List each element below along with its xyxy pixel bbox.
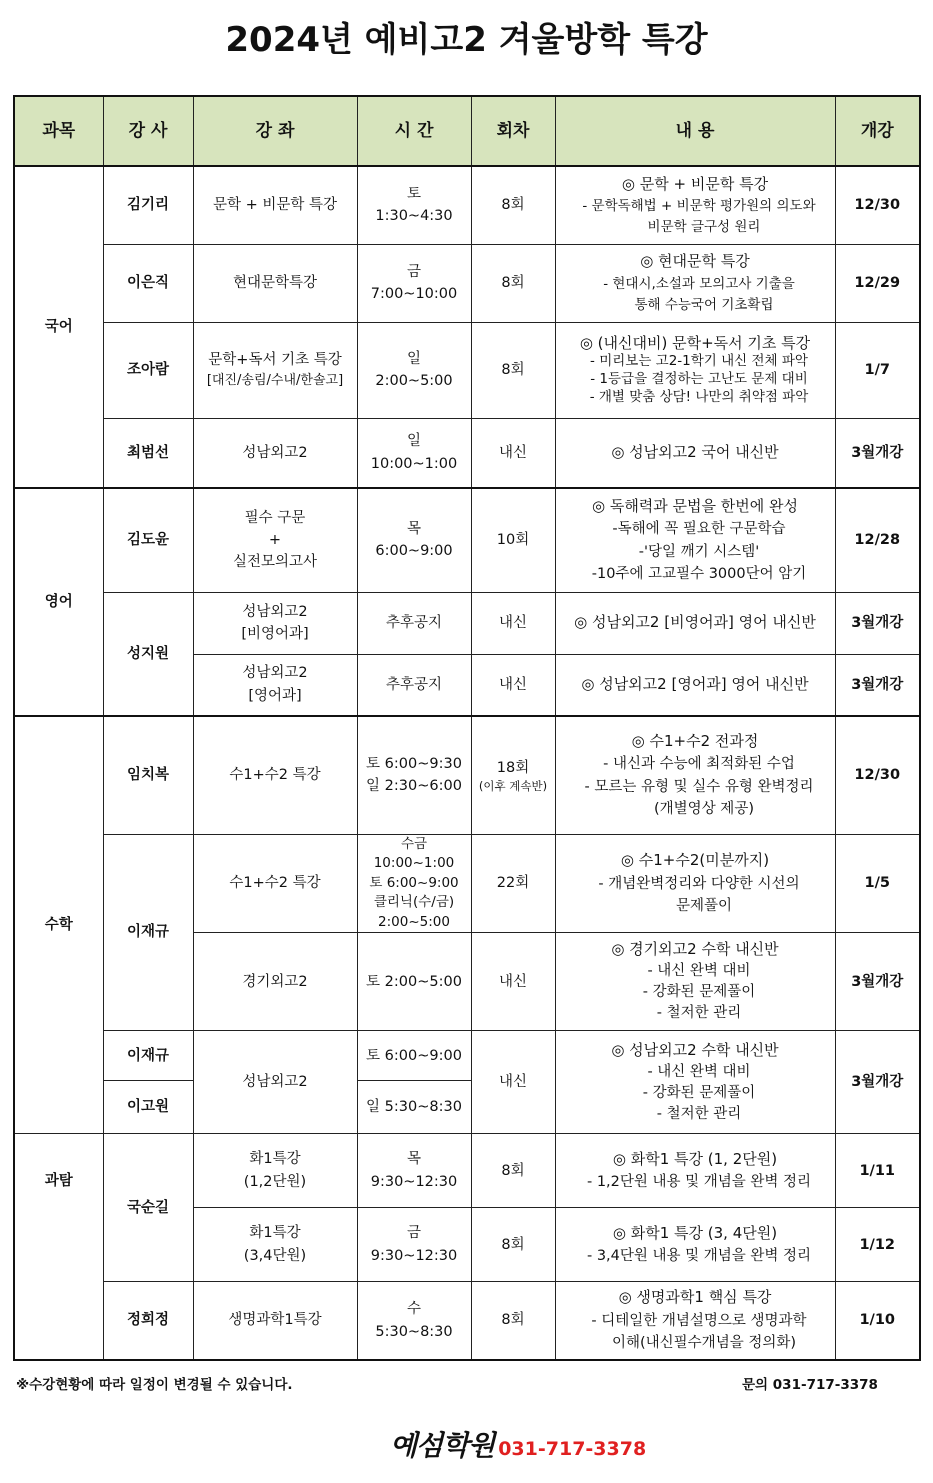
course	[193, 592, 357, 654]
course	[193, 1134, 357, 1208]
count: 8회	[471, 322, 555, 418]
course	[193, 488, 357, 592]
content	[555, 933, 835, 1031]
content	[555, 488, 835, 592]
header-time: 시 간	[357, 96, 471, 166]
count: 내신	[471, 418, 555, 488]
course-line: 화1특강	[249, 1225, 301, 1242]
table-row	[14, 244, 920, 322]
teacher: 정희정	[103, 1282, 193, 1360]
content	[555, 1134, 835, 1208]
content-line: -'당일 깨기 시스템'	[638, 543, 760, 560]
time-day: 금	[406, 263, 421, 280]
header-count: 회차	[471, 96, 555, 166]
academy-logo	[390, 1424, 646, 1464]
table-row	[14, 592, 920, 654]
teacher: 조아람	[103, 322, 193, 418]
content-line: - 1등급을 결정하는 고난도 문제 대비	[590, 370, 808, 387]
table-row	[14, 1282, 920, 1360]
content-line: 통해 수능국어 기초확립	[634, 296, 774, 313]
content-line: - 내신 완벽 대비	[647, 1063, 751, 1080]
content-line: - 개념완벽정리와 다양한 시선의	[598, 875, 800, 892]
count: 22회	[471, 834, 555, 933]
header-content: 내 용	[555, 96, 835, 166]
open-date: 1/5	[835, 834, 920, 933]
course: 현대문학특강	[193, 244, 357, 322]
content-line: - 미리보는 고2-1학기 내신 전체 파악	[590, 353, 808, 370]
content-line: - 디테일한 개념설명으로 생명과학	[591, 1312, 807, 1329]
count: 내신	[471, 933, 555, 1031]
content-line: - 철저한 관리	[656, 1105, 742, 1122]
time	[357, 244, 471, 322]
teacher: 이재규	[103, 834, 193, 1031]
schedule-table	[13, 95, 921, 1361]
time	[357, 488, 471, 592]
teacher: 최범선	[103, 418, 193, 488]
time-line: 토 6:00~9:30	[366, 755, 462, 772]
time	[357, 166, 471, 244]
content-head: ◎ 성남외고2 국어 내신반	[611, 443, 779, 462]
course-line: 필수 구문	[244, 509, 306, 526]
course: 성남외고2	[193, 418, 357, 488]
open-date: 3월개강	[835, 933, 920, 1031]
time	[357, 716, 471, 834]
count: 10회	[471, 488, 555, 592]
time: 추후공지	[357, 654, 471, 716]
time-line: 토 6:00~9:00	[369, 874, 459, 891]
course	[193, 1208, 357, 1282]
time-day: 목	[406, 1151, 421, 1168]
content	[555, 654, 835, 716]
open-date: 3월개강	[835, 592, 920, 654]
teacher: 이고원	[103, 1081, 193, 1134]
count	[471, 716, 555, 834]
content-line: - 강화된 문제풀이	[642, 984, 756, 1001]
time-hours: 7:00~10:00	[370, 286, 458, 302]
content-line: - 내신 완벽 대비	[647, 963, 751, 980]
content-head: ◎ 수1+수2(미분까지)	[620, 851, 770, 870]
open-date: 1/12	[835, 1208, 920, 1282]
teacher: 이재규	[103, 1031, 193, 1081]
content	[555, 322, 835, 418]
time: 추후공지	[357, 592, 471, 654]
count: 내신	[471, 654, 555, 716]
time-day: 일	[406, 350, 421, 367]
content-line: -10주에 고교필수 3000단어 암기	[591, 566, 807, 583]
open-date: 12/30	[835, 716, 920, 834]
course	[193, 654, 357, 716]
content-head: ◎ 성남외고2 수학 내신반	[611, 1040, 779, 1059]
content-line: - 문학독해법 + 비문학 평가원의 의도와	[582, 197, 816, 214]
course	[193, 322, 357, 418]
table-header-row	[14, 96, 920, 166]
table-row	[14, 166, 920, 244]
content-head: ◎ 문학 + 비문학 특강	[621, 174, 769, 193]
content-line: - 내신과 수능에 최적화된 수업	[603, 756, 795, 773]
content	[555, 592, 835, 654]
teacher: 성지원	[103, 592, 193, 716]
content-line: -독해에 꼭 필요한 구문학습	[612, 521, 786, 538]
content	[555, 244, 835, 322]
table-row	[14, 1031, 920, 1081]
course-line: [영어과]	[248, 687, 302, 704]
open-date: 3월개강	[835, 418, 920, 488]
time	[357, 322, 471, 418]
count: 내신	[471, 1031, 555, 1134]
content-line: - 1,2단원 내용 및 개념을 완벽 정리	[586, 1174, 812, 1191]
schedule-change-note: ※수강현황에 따라 일정이 변경될 수 있습니다.	[16, 1377, 293, 1393]
content-head: ◎ 성남외고2 [비영어과] 영어 내신반	[574, 613, 816, 632]
open-date: 1/11	[835, 1134, 920, 1208]
count: 8회	[471, 1134, 555, 1208]
time	[357, 418, 471, 488]
logo-phone: 031-717-3378	[498, 1438, 647, 1460]
time	[357, 1208, 471, 1282]
table-row	[14, 834, 920, 933]
content-head: ◎ 성남외고2 [영어과] 영어 내신반	[581, 675, 809, 694]
time-hours: 9:30~12:30	[370, 1247, 458, 1264]
course-line: 문학+독서 기초 특강	[208, 351, 342, 368]
course-line: 화1특강	[249, 1151, 301, 1168]
time	[357, 1282, 471, 1360]
content-line: 이해(내신필수개념을 정의화)	[611, 1335, 796, 1352]
teacher: 국순길	[103, 1134, 193, 1282]
content-line: 비문학 글구성 원리	[647, 218, 761, 235]
teacher: 이은직	[103, 244, 193, 322]
time-line: 클리닉(수/금)	[373, 894, 455, 911]
count-note: (이후 계속반)	[478, 778, 548, 793]
content-head: ◎ (내신대비) 문학+독서 기초 특강	[579, 333, 811, 352]
content-head: ◎ 생명과학1 핵심 특강	[618, 1288, 772, 1307]
table-row	[14, 418, 920, 488]
content-line: - 현대시,소설과 모의고사 기출을	[603, 275, 795, 292]
count: 8회	[471, 1208, 555, 1282]
content-line: - 3,4단원 내용 및 개념을 완벽 정리	[586, 1248, 812, 1265]
teacher: 임치복	[103, 716, 193, 834]
content-line: - 철저한 관리	[656, 1005, 742, 1022]
header-teacher: 강 사	[103, 96, 193, 166]
time-line: 수금10:00~1:00	[373, 835, 455, 872]
time: 토 2:00~5:00	[357, 933, 471, 1031]
time-hours: 9:30~12:30	[370, 1173, 458, 1190]
course-line: [대진/송림/수내/한솔고]	[206, 373, 344, 389]
content	[555, 1208, 835, 1282]
teacher: 김도윤	[103, 488, 193, 592]
content-line: (개별영상 제공)	[654, 801, 754, 818]
time-day: 수	[406, 1301, 421, 1318]
content-head: ◎ 화학1 특강 (1, 2단원)	[612, 1149, 778, 1168]
course: 경기외고2	[193, 933, 357, 1031]
time	[357, 1134, 471, 1208]
time	[357, 834, 471, 933]
teacher: 김기리	[103, 166, 193, 244]
logo-name: 예섬학원	[390, 1429, 495, 1462]
time-day: 일	[406, 433, 421, 450]
content	[555, 1282, 835, 1360]
content-head: ◎ 현대문학 특강	[640, 252, 750, 271]
course-line: 성남외고2	[242, 603, 308, 620]
content-head: ◎ 독해력과 문법을 한번에 완성	[591, 496, 799, 515]
time-hours: 1:30~4:30	[375, 208, 453, 225]
table-row	[14, 1134, 920, 1208]
course-line: (3,4단원)	[243, 1247, 307, 1264]
subject-korean: 국어	[14, 166, 103, 488]
content	[555, 716, 835, 834]
header-open: 개강	[835, 96, 920, 166]
subject-english: 영어	[14, 488, 103, 716]
open-date: 1/10	[835, 1282, 920, 1360]
course: 문학 + 비문학 특강	[193, 166, 357, 244]
subject-math: 수학	[14, 716, 103, 1134]
course: 수1+수2 특강	[193, 716, 357, 834]
time-day: 토	[406, 185, 421, 202]
time-line: 일 2:30~6:00	[366, 778, 462, 795]
course-line: [비영어과]	[241, 626, 309, 642]
open-date: 12/29	[835, 244, 920, 322]
course-line: (1,2단원)	[243, 1173, 307, 1190]
course-line: 실전모의고사	[232, 554, 318, 571]
time-hours: 2:00~5:00	[375, 373, 453, 389]
content-head: ◎ 수1+수2 전과정	[631, 731, 759, 750]
time-hours: 5:30~8:30	[375, 1323, 453, 1340]
content-head: ◎ 화학1 특강 (3, 4단원)	[612, 1223, 778, 1242]
count: 8회	[471, 244, 555, 322]
count: 8회	[471, 1282, 555, 1360]
header-course: 강 좌	[193, 96, 357, 166]
count: 내신	[471, 592, 555, 654]
open-date: 12/28	[835, 488, 920, 592]
content	[555, 1031, 835, 1134]
content	[555, 834, 835, 933]
time-day: 금	[406, 1225, 421, 1242]
open-date: 12/30	[835, 166, 920, 244]
content-head: ◎ 경기외고2 수학 내신반	[611, 940, 779, 959]
time: 일 5:30~8:30	[357, 1081, 471, 1134]
open-date: 3월개강	[835, 1031, 920, 1134]
time-day: 목	[406, 520, 421, 537]
content-line: - 강화된 문제풀이	[642, 1084, 756, 1101]
course: 성남외고2	[193, 1031, 357, 1134]
contact-phone: 문의 031-717-3378	[742, 1377, 878, 1393]
time-hours: 6:00~9:00	[375, 543, 453, 560]
course-line: 성남외고2	[242, 665, 308, 682]
content-line: - 모르는 유형 및 실수 유형 완벽정리	[584, 778, 814, 795]
header-subject: 과목	[14, 96, 103, 166]
count: 8회	[471, 166, 555, 244]
subject-science: 과탐	[14, 1134, 103, 1360]
course-line: +	[268, 532, 282, 549]
time-hours: 10:00~1:00	[370, 455, 458, 472]
content	[555, 418, 835, 488]
count-value: 18회	[496, 760, 530, 777]
content-line: 문제풀이	[675, 898, 733, 915]
page-title: 2024년 예비고2 겨울방학 특강	[225, 20, 708, 60]
open-date: 3월개강	[835, 654, 920, 716]
time: 토 6:00~9:00	[357, 1031, 471, 1081]
table-row	[14, 322, 920, 418]
time-line: 2:00~5:00	[378, 913, 450, 930]
course: 수1+수2 특강	[193, 834, 357, 933]
table-row	[14, 716, 920, 834]
table-row	[14, 488, 920, 592]
content	[555, 166, 835, 244]
open-date: 1/7	[835, 322, 920, 418]
course: 생명과학1특강	[193, 1282, 357, 1360]
content-line: - 개별 맞춤 상담! 나만의 취약점 파악	[589, 388, 809, 405]
